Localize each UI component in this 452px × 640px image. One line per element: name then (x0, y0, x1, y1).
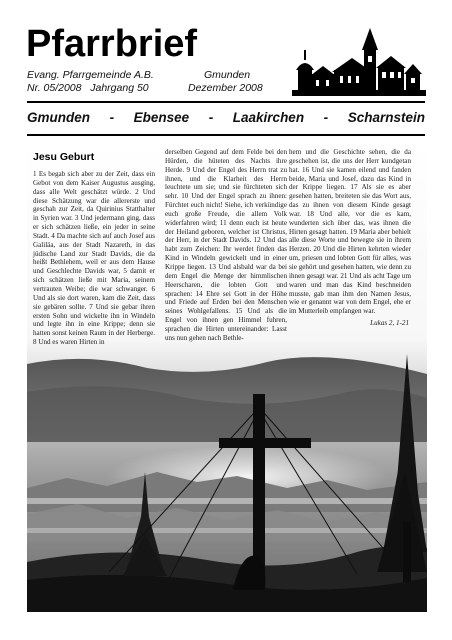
parish-ebensee: Ebensee (133, 110, 190, 125)
parish-scharnstein: Scharnstein (347, 110, 425, 125)
article-text-col1: 1 Es begab sich aber zu der Zeit, dass ein Gebot von dem Kaiser Augustus ausging, dass alle Welt geschätzt würde. 2 Und diese Schätzung war die allererste und geschah zur Zeit, da Quirinius Statthalter in Syrien war. 3 Und jedermann ging, dass er sich schätzen ließe, ein jeder in seine Stadt. 4 Da machte sich auf auch Josef aus Galiläa, aus der Stadt Nazareth, in das jüdische Land zur Stadt Davids, die da heißt Bethlehem, weil er aus dem Hause und Geschlechte Davids war, 5 damit er sich schätzen ließe mit Maria, seinem vertrauten Weibe; die war schwanger. 6 Und als sie dort waren, kam die Zeit, dass sie gebären sollte. 7 Und sie gebar ihren ersten Sohn und wickelte ihn in Windeln und legte ihn in eine Krippe; denn sie hatten sonst keinen Raum in der Herberge. 8 Und es waren Hirten in (33, 170, 155, 347)
article-column-1 (33, 150, 155, 347)
article-text-col2: derselben Gegend auf dem Felde bei den Hürden, die hüteten des Nachts ihre Herde. 9 Und der Engel des Herrn trat zu ihnen, und die Klarheit des Herrn leuchtete um sie; und sie fürchteten sich sehr. 10 Und der Engel sprach zu ihnen: Fürchtet euch nicht! Siehe, ich verkündige euch große Freude, die allem Volk widerfahren wird; 11 denn euch ist heute der Heiland geboren, welcher ist Christus, der Herr, in der Stadt Davids. 12 Und das habt zum Zeichen: Ihr werdet finden das Kind in Windeln gewickelt und in einer Krippe liegen. 13 Und alsbald war da bei dem Engel die Menge der himmlischen Heerscharen, die lobten Gott und sprachen: 14 Ehre sei Gott in der Höhe und Friede auf Erden bei den Menschen seines Wohlgefallens. 15 Und als die Engel von ihnen gen Himmel fuhren, sprachen die Hirten untereinander: Lasst uns nun gehen nach Bethle- (165, 148, 287, 342)
article-column-3 (289, 148, 411, 328)
issue-date: Dezember 2008 (188, 82, 263, 94)
parish-separator: - (323, 110, 329, 125)
header-rule-top (27, 101, 425, 103)
bible-citation: Lukas 2, 1-21 (370, 319, 409, 328)
masthead-meta-right (188, 69, 263, 95)
masthead-title: Pfarrbrief (26, 23, 198, 65)
header-rule-bottom (27, 134, 425, 136)
masthead-meta-left (27, 69, 154, 95)
city-name: Gmunden (204, 69, 251, 81)
article-column-2 (165, 148, 287, 343)
parish-separator: - (208, 110, 214, 125)
article-christmas-story (27, 142, 427, 472)
org-name: Evang. Pfarrgemeinde A.B. (27, 69, 154, 81)
parish-list (27, 109, 425, 127)
volume: Jahrgang 50 (90, 82, 149, 94)
article-heading: Jesu Geburt (33, 151, 95, 163)
parish-laakirchen: Laakirchen (232, 110, 305, 125)
article-text-col3: hem und die Geschichte sehen, die da geschehen ist, die uns der Herr kundgetan hat. 16 Und sie kamen eilend und fanden beide, Maria und Josef, dazu das Kind in der Krippe liegen. 17 Als sie es aber gesehen hatten, breiteten sie das Wort aus, das zu ihnen von diesem Kinde gesagt war. 18 Und alle, vor die es kam, wunderten sich über das, was ihnen die Hirten gesagt hatten. 19 Maria aber behielt alle diese Worte und bewegte sie in ihrem Herzen. 20 Und die Hirten kehrten wieder um, priesen und lobten Gott für alles, was sie gehört und gesehen hatten, wie denn zu ihnen gesagt war. 21 Und als acht Tage um waren und man das Kind beschneiden musste, gab man ihm den Namen Jesus, wie er genannt war von dem Engel, ehe er im Mutterleib empfangen war. (289, 148, 411, 316)
church-silhouette-icon (292, 28, 426, 96)
parish-separator: - (109, 110, 115, 125)
issue-number: Nr. 05/2008 (27, 82, 82, 94)
parish-gmunden: Gmunden (27, 110, 90, 125)
